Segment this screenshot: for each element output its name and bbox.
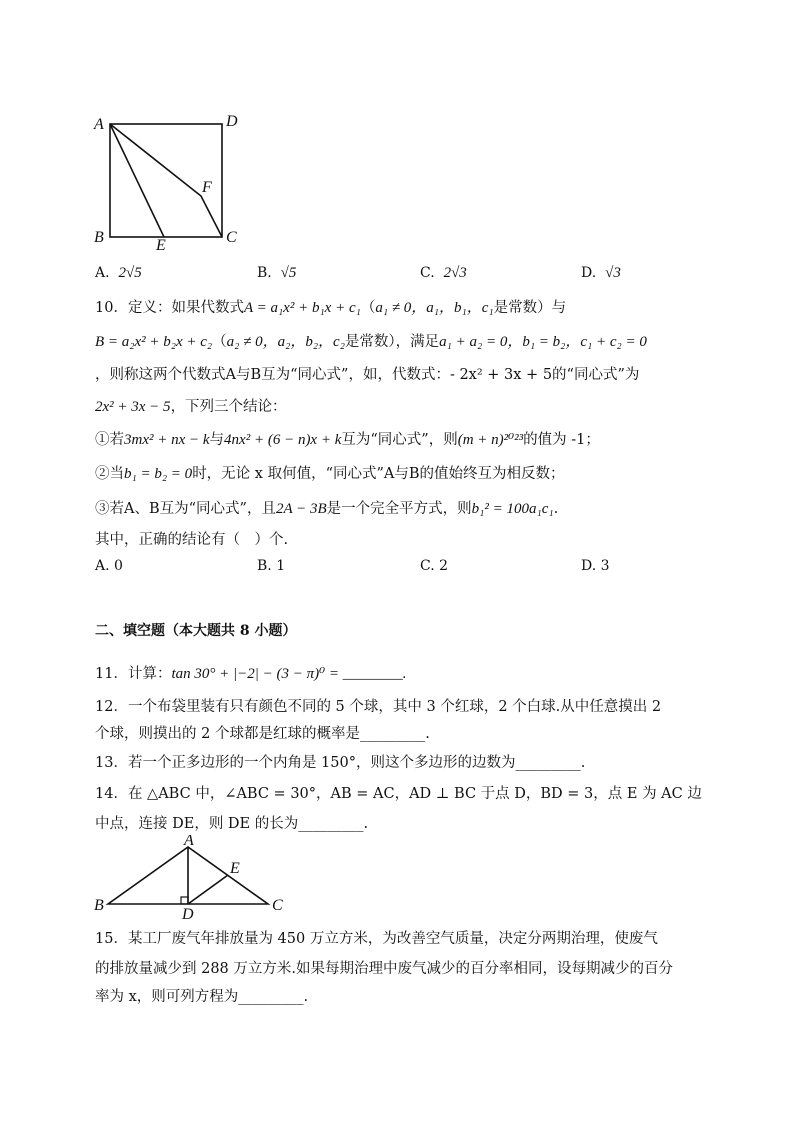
q14-line2: 中点，连接 DE，则 DE 的长为_________. [95,816,369,832]
q9-option-d: D. √3 [581,265,621,281]
q15-line2: 的排放量减少到 288 万立方米.如果每期治理中废气减少的百分率相同，设每期减少的百分 [95,961,673,977]
label-a: A [94,116,104,133]
q15-line1: 15．某工厂废气年排放量为 450 万立方米，为改善空气质量，决定分两期治理，使废气 [95,931,658,947]
tri-label-d: D [182,906,194,920]
tri-label-c: C [272,897,283,914]
q10-line1: 10．定义：如果代数式A = a₁x² + b₁x + c₁（a₁ ≠ 0，a₁，b₁，c₁是常数）与 [95,300,567,316]
q10-statement-2: ②当b₁ = b₂ = 0时，无论 x 取何值，“同心式”A与B的值始终互为相反数； [95,466,565,482]
label-f: F [202,179,212,196]
segment-ae [110,124,164,237]
tri-label-b: B [94,897,104,914]
q14-line1: 14．在 △ABC 中，∠ABC = 30°，AB = AC，AD ⊥ BC 于点 D，BD = 3，点 E 为 AC 边 [95,786,702,802]
label-c: C [226,229,237,246]
triangle-figure [90,835,300,920]
tri-label-e: E [230,860,240,877]
q10-option-a: A. 0 [95,558,123,574]
square-figure [90,110,250,250]
label-e: E [156,237,166,250]
label-d: D [226,113,238,130]
q10-question: 其中，正确的结论有（ ）个. [95,532,289,548]
q15-line3: 率为 x，则可列方程为_________. [95,989,309,1005]
label-b: B [94,229,104,246]
q10-statement-1: ①若3mx² + nx − k与4nx² + (6 − n)x + k互为“同心式”，则(m + n)²⁰²³的值为 -1； [95,432,600,448]
q10-option-b: B. 1 [257,558,286,574]
q13: 13．若一个正多边形的一个内角是 150°，则这个多边形的边数为_________. [95,755,586,771]
q9-option-a: A. 2√5 [95,265,142,281]
q10-statement-3: ③若A、B互为“同心式”，且2A − 3B是一个完全平方式，则b₁² = 100a₁c₁. [95,501,559,517]
q9-option-c: C. 2√3 [420,265,467,281]
segment-de [188,875,228,904]
tri-label-a: A [184,835,194,849]
q9-option-b: B. √5 [257,265,297,281]
q10-line4: 2x² + 3x − 5，下列三个结论： [95,399,287,415]
right-angle-mark [181,897,188,904]
section-2-title: 二、填空题（本大题共 8 小题） [95,623,297,639]
q10-line3: ，则称这两个代数式A与B互为“同心式”，如，代数式：- 2x² + 3x + 5的“同心式”为 [95,367,640,383]
q10-option-d: D. 3 [581,558,610,574]
q10-line2: B = a₂x² + b₂x + c₂（a₂ ≠ 0，a₂，b₂，c₂是常数），满足a₁ + a₂ = 0，b₁ = b₂，c₁ + c₂ = 0 [95,334,647,350]
q11: 11．计算：tan 30° + |−2| − (3 − π)⁰ = ________. [95,666,407,682]
q12-line2: 个球，则摸出的 2 个球都是红球的概率是_________. [95,726,430,742]
q12-line1: 12．一个布袋里装有只有颜色不同的 5 个球，其中 3 个红球，2 个白球.从中任意摸出 2 [95,699,662,715]
q10-option-c: C. 2 [420,558,449,574]
